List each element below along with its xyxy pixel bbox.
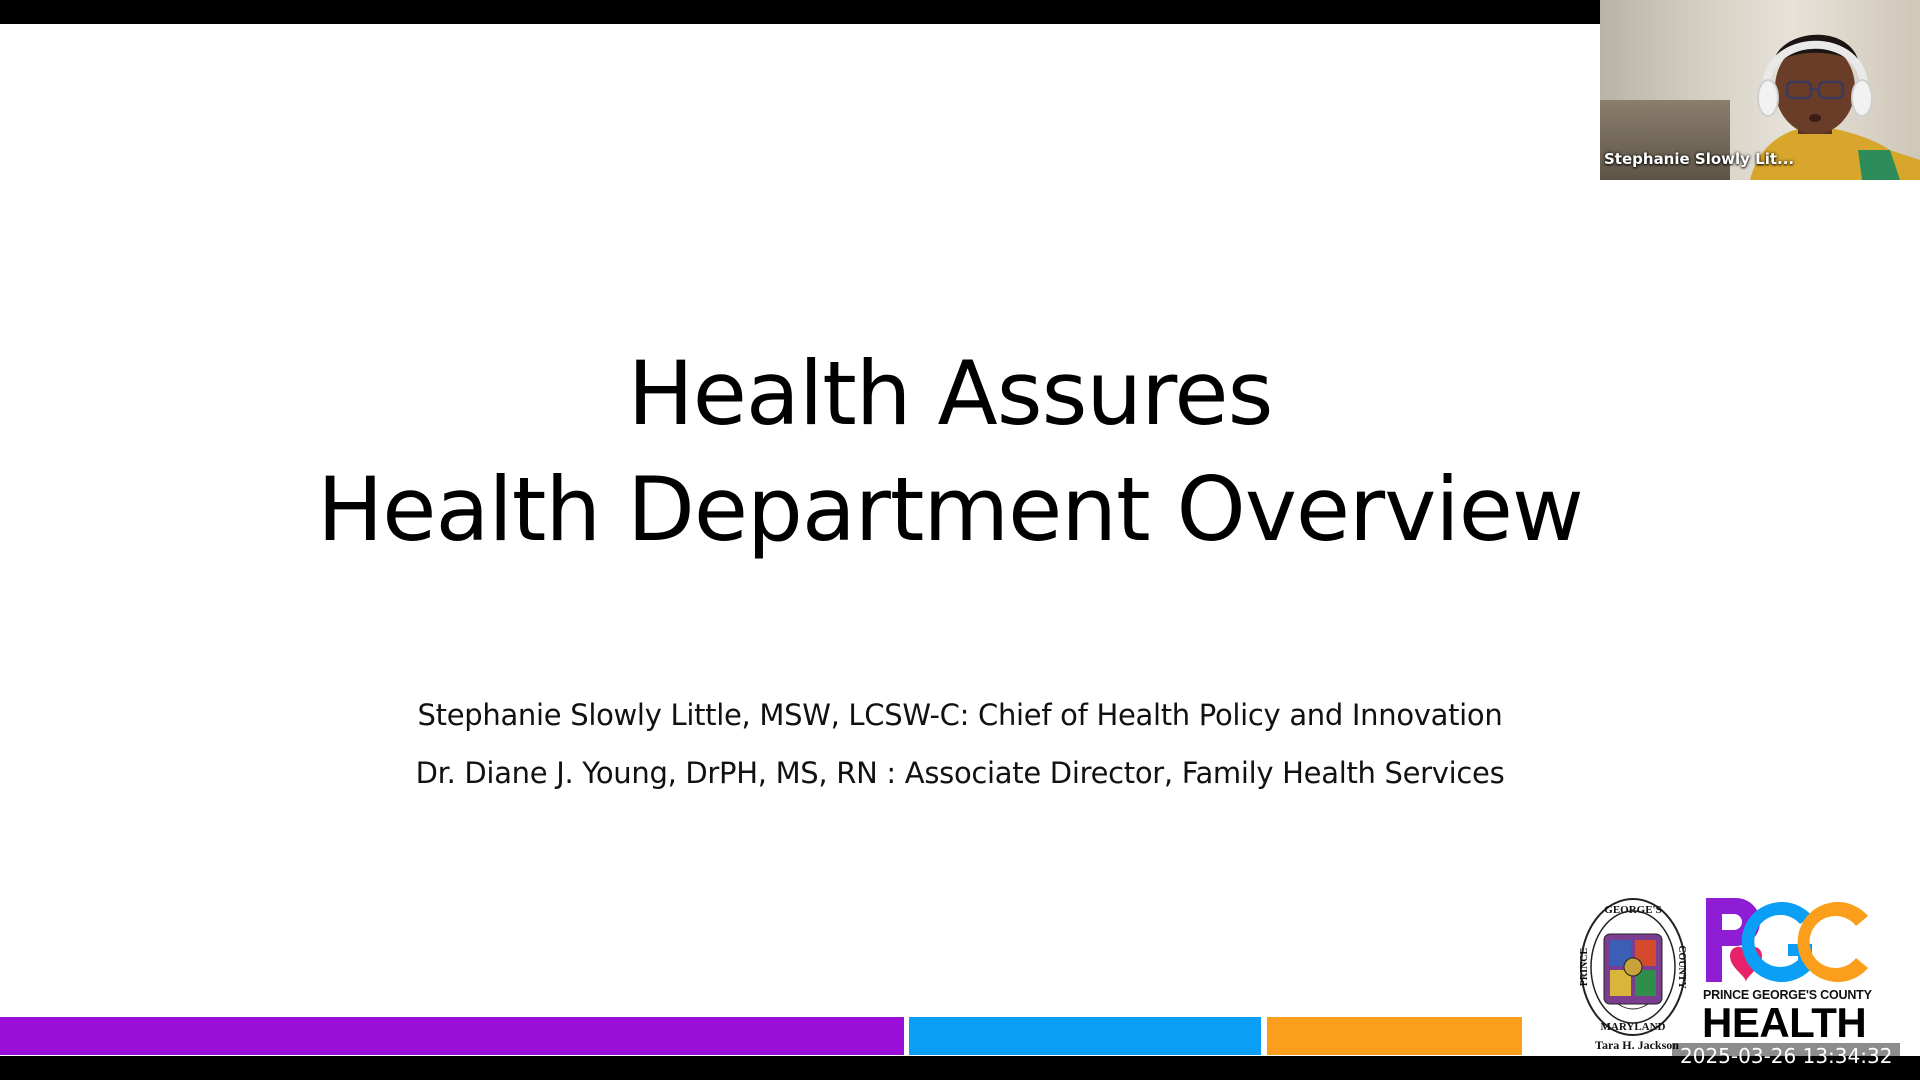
slide-title [0, 336, 1900, 568]
purple-bar [0, 1017, 904, 1055]
svg-text:GEORGE'S: GEORGE'S [1604, 904, 1662, 916]
participant-video-tile[interactable] [1600, 0, 1920, 180]
county-seal-logo [1578, 896, 1688, 1038]
svg-text:COUNTY: COUNTY [1676, 945, 1687, 989]
pgc-logo-health-text: HEALTH [1702, 999, 1867, 1046]
svg-text:PRINCE: PRINCE [1579, 947, 1590, 987]
svg-text:MARYLAND: MARYLAND [1600, 1021, 1666, 1033]
pgc-logo-county-text: PRINCE GEORGE'S COUNTY [1703, 988, 1872, 1002]
presenter-line-1: Stephanie Slowly Little, MSW, LCSW-C: Chief of Health Policy and Innovation [417, 698, 1503, 732]
presenter-list [0, 686, 1920, 802]
recording-timestamp: 2025-03-26 13:34:32 [1672, 1043, 1900, 1069]
slide-title-line-1: Health Assures [627, 342, 1273, 445]
slide-title-line-2: Health Department Overview [317, 458, 1583, 561]
slide-color-bars [0, 1017, 1530, 1055]
seal-caption: Tara H. Jackson [1595, 1038, 1679, 1052]
participant-name-label: Stephanie Slowly Lit... [1604, 150, 1795, 168]
presenter-line-2: Dr. Diane J. Young, DrPH, MS, RN : Associate Director, Family Health Services [415, 756, 1505, 790]
blue-bar [909, 1017, 1261, 1055]
orange-bar [1267, 1017, 1522, 1055]
